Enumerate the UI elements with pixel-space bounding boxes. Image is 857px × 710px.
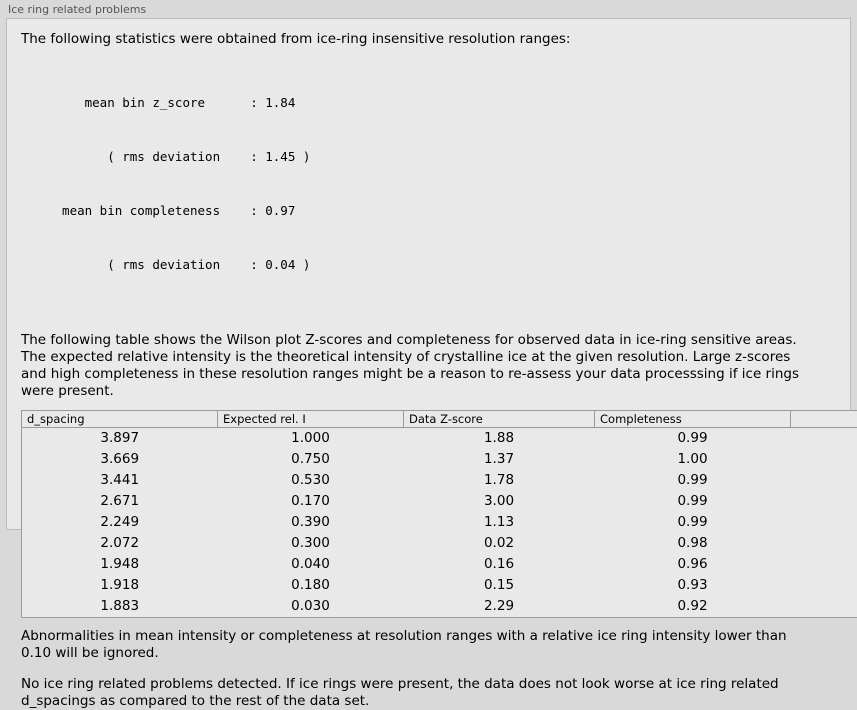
stat-completeness-rms-deviation: ( rms deviation : 0.04 ) xyxy=(47,256,836,274)
column-header-expected-rel-i: Expected rel. I xyxy=(218,411,404,428)
stat-z-score-rms-deviation: ( rms deviation : 1.45 ) xyxy=(47,148,836,166)
column-header-d-spacing: d_spacing xyxy=(22,411,218,428)
cell-d-spacing: 2.249 xyxy=(22,512,218,533)
content-panel xyxy=(6,18,851,530)
cell-data-z-score: 0.16 xyxy=(404,554,595,575)
column-header-data-z-score: Data Z-score xyxy=(404,411,595,428)
cell-completeness: 0.99 xyxy=(595,491,791,512)
window-title: Ice ring related problems xyxy=(8,3,146,16)
cell-empty xyxy=(791,596,857,618)
cell-expected-rel-i: 0.170 xyxy=(218,491,404,512)
cell-d-spacing: 3.441 xyxy=(22,470,218,491)
cell-empty xyxy=(791,491,857,512)
cell-empty xyxy=(791,575,857,596)
cell-completeness: 1.00 xyxy=(595,449,791,470)
cell-data-z-score: 0.15 xyxy=(404,575,595,596)
cell-data-z-score: 1.13 xyxy=(404,512,595,533)
cell-d-spacing: 1.883 xyxy=(22,596,218,618)
cell-data-z-score: 2.29 xyxy=(404,596,595,618)
cell-expected-rel-i: 0.750 xyxy=(218,449,404,470)
table-row xyxy=(22,554,857,575)
table-row xyxy=(22,596,857,618)
cell-expected-rel-i: 0.300 xyxy=(218,533,404,554)
cell-expected-rel-i: 0.530 xyxy=(218,470,404,491)
ice-ring-table xyxy=(21,410,857,618)
cell-d-spacing: 1.918 xyxy=(22,575,218,596)
table-row xyxy=(22,449,857,470)
cell-completeness: 0.99 xyxy=(595,428,791,450)
cell-d-spacing: 2.072 xyxy=(22,533,218,554)
stat-mean-bin-z-score: mean bin z_score : 1.84 xyxy=(47,94,836,112)
cell-expected-rel-i: 0.040 xyxy=(218,554,404,575)
cell-data-z-score: 1.88 xyxy=(404,428,595,450)
table-header-row xyxy=(22,411,857,428)
cell-empty xyxy=(791,554,857,575)
cell-expected-rel-i: 1.000 xyxy=(218,428,404,450)
table-row xyxy=(22,491,857,512)
stat-mean-bin-completeness: mean bin completeness : 0.97 xyxy=(47,202,836,220)
cell-d-spacing: 2.671 xyxy=(22,491,218,512)
cell-completeness: 0.99 xyxy=(595,470,791,491)
cell-completeness: 0.96 xyxy=(595,554,791,575)
abnormalities-note: Abnormalities in mean intensity or completeness at resolution ranges with a relative ice ring intensity lower than 0.10 will be ignored. xyxy=(21,628,811,662)
cell-data-z-score: 1.37 xyxy=(404,449,595,470)
table-row xyxy=(22,575,857,596)
cell-expected-rel-i: 0.180 xyxy=(218,575,404,596)
cell-completeness: 0.99 xyxy=(595,512,791,533)
cell-empty xyxy=(791,428,857,450)
statistics-block xyxy=(47,58,836,310)
cell-d-spacing: 3.897 xyxy=(22,428,218,450)
window-titlebar xyxy=(0,0,857,18)
description-text: The following table shows the Wilson plot Z-scores and completeness for observed data in ice-ring sensitive areas. The expected relative intensity is the theoretical intensity of crystalline ice at the given resolution. Large z-scores and high completeness in these resolution ranges might be a reason to re-assess your data processsing if ice rings were present. xyxy=(21,332,811,400)
table-row xyxy=(22,533,857,554)
table-row xyxy=(22,428,857,450)
cell-data-z-score: 1.78 xyxy=(404,470,595,491)
cell-expected-rel-i: 0.030 xyxy=(218,596,404,618)
column-header-completeness: Completeness xyxy=(595,411,791,428)
cell-completeness: 0.98 xyxy=(595,533,791,554)
cell-data-z-score: 3.00 xyxy=(404,491,595,512)
cell-completeness: 0.93 xyxy=(595,575,791,596)
cell-empty xyxy=(791,512,857,533)
table-row xyxy=(22,470,857,491)
cell-data-z-score: 0.02 xyxy=(404,533,595,554)
cell-empty xyxy=(791,449,857,470)
cell-expected-rel-i: 0.390 xyxy=(218,512,404,533)
cell-completeness: 0.92 xyxy=(595,596,791,618)
conclusion-note: No ice ring related problems detected. If ice rings were present, the data does not look worse at ice ring related d_spacings as compared to the rest of the data set. xyxy=(21,676,811,710)
table-row xyxy=(22,512,857,533)
cell-d-spacing: 3.669 xyxy=(22,449,218,470)
cell-empty xyxy=(791,533,857,554)
cell-d-spacing: 1.948 xyxy=(22,554,218,575)
cell-empty xyxy=(791,470,857,491)
intro-text: The following statistics were obtained from ice-ring insensitive resolution ranges: xyxy=(21,31,811,48)
column-header-empty xyxy=(791,411,857,428)
